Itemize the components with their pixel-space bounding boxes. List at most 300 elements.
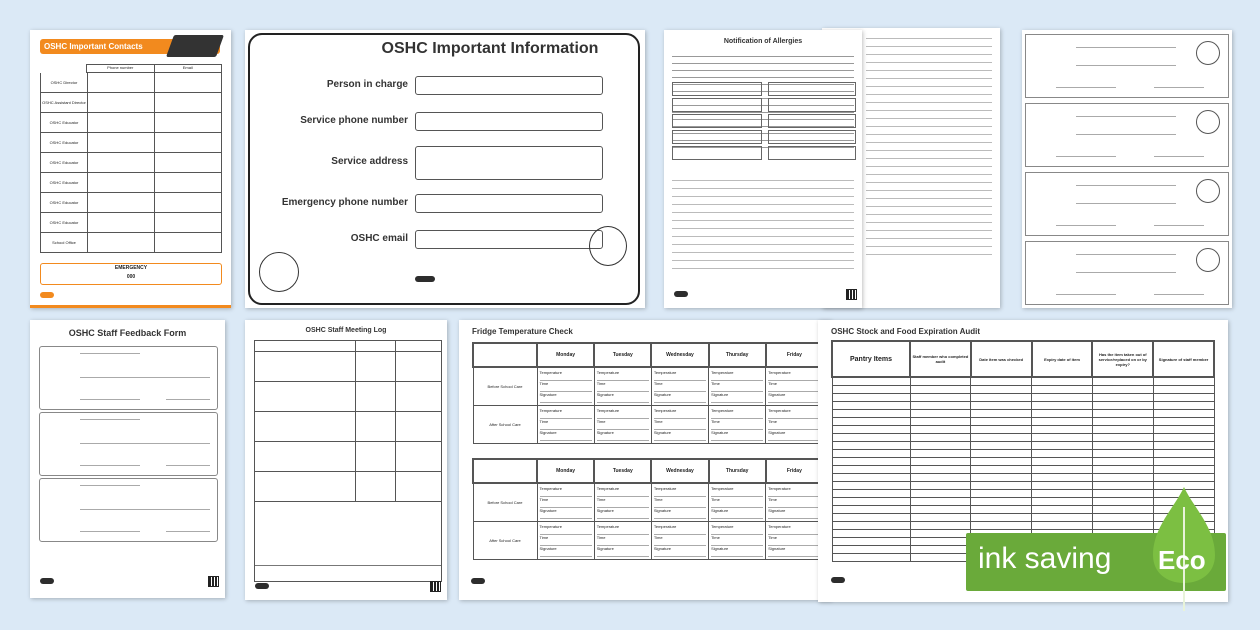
phone-cell[interactable] bbox=[88, 213, 155, 233]
info-input[interactable] bbox=[415, 112, 603, 131]
temp-cell[interactable] bbox=[594, 522, 651, 560]
field-label: Signature bbox=[597, 546, 649, 557]
field-label: Signature bbox=[540, 430, 592, 441]
temp-cell[interactable] bbox=[537, 406, 594, 444]
stock-cell[interactable] bbox=[910, 482, 971, 490]
contact-row bbox=[40, 73, 222, 93]
stamp-icon bbox=[1196, 110, 1220, 134]
email-cell[interactable] bbox=[155, 233, 222, 253]
stock-row bbox=[832, 386, 1214, 394]
stock-cell[interactable] bbox=[910, 458, 971, 466]
stock-cell[interactable] bbox=[1032, 458, 1093, 466]
stock-cell[interactable] bbox=[1153, 458, 1214, 466]
email-cell[interactable] bbox=[155, 73, 222, 93]
stock-row bbox=[832, 466, 1214, 474]
stock-cell[interactable] bbox=[971, 410, 1032, 418]
feedback-sheet bbox=[30, 320, 225, 598]
field-label: Temperature bbox=[768, 486, 820, 497]
stock-cell[interactable] bbox=[910, 434, 971, 442]
field-label: Time bbox=[597, 381, 649, 392]
stock-cell[interactable] bbox=[971, 506, 1032, 514]
brand-logo bbox=[831, 577, 845, 583]
field-label: Temperature bbox=[597, 524, 649, 535]
field-label: Temperature bbox=[597, 486, 649, 497]
contacts-table bbox=[40, 64, 222, 253]
field-label: Time bbox=[654, 535, 706, 546]
stock-cell[interactable] bbox=[971, 522, 1032, 530]
temp-cell[interactable] bbox=[766, 522, 823, 560]
stock-cell[interactable] bbox=[1092, 450, 1153, 458]
allergy-field[interactable] bbox=[672, 130, 762, 144]
stock-cell[interactable] bbox=[971, 442, 1032, 450]
field-label: Signature bbox=[654, 430, 706, 441]
card bbox=[1025, 34, 1229, 98]
stock-row bbox=[832, 442, 1214, 450]
stock-cell[interactable] bbox=[832, 530, 910, 538]
stock-cell[interactable] bbox=[910, 442, 971, 450]
contact-role: OSHC Assistant Director bbox=[40, 93, 88, 113]
session-label: After School Care bbox=[473, 406, 537, 444]
stock-cell[interactable] bbox=[832, 410, 910, 418]
brand-logo bbox=[40, 292, 54, 298]
field-label: Time bbox=[654, 497, 706, 508]
stock-cell[interactable] bbox=[1092, 474, 1153, 482]
field-label: Temperature bbox=[711, 408, 763, 419]
fridge-sheet bbox=[459, 320, 831, 600]
temp-cell[interactable] bbox=[709, 483, 766, 522]
phone-cell[interactable] bbox=[88, 93, 155, 113]
stock-row bbox=[832, 458, 1214, 466]
allergy-field[interactable] bbox=[768, 130, 856, 144]
contact-role: OSHC Educator bbox=[40, 113, 88, 133]
field-label: Temperature bbox=[711, 486, 763, 497]
field-label: Signature bbox=[768, 430, 820, 441]
info-input[interactable] bbox=[415, 230, 603, 249]
stock-cell[interactable] bbox=[1153, 394, 1214, 402]
stock-cell[interactable] bbox=[1153, 386, 1214, 394]
card bbox=[1025, 103, 1229, 167]
brand-logo bbox=[255, 583, 269, 589]
field-label: Signature bbox=[768, 546, 820, 557]
allergy-field[interactable] bbox=[672, 146, 762, 160]
temp-cell[interactable] bbox=[651, 367, 708, 406]
day-header: Monday bbox=[537, 343, 594, 367]
card bbox=[1025, 241, 1229, 305]
temp-cell[interactable] bbox=[537, 483, 594, 522]
brand-logo bbox=[415, 276, 435, 282]
stock-cell[interactable] bbox=[1032, 402, 1093, 410]
stock-cell[interactable] bbox=[910, 546, 971, 554]
temp-cell[interactable] bbox=[594, 367, 651, 406]
fridge-title: Fridge Temperature Check bbox=[472, 327, 573, 336]
field-label: Time bbox=[768, 381, 820, 392]
stock-row bbox=[832, 410, 1214, 418]
stock-cell[interactable] bbox=[1032, 377, 1093, 386]
stock-cell[interactable] bbox=[832, 402, 910, 410]
stock-cell[interactable] bbox=[910, 466, 971, 474]
stock-cell[interactable] bbox=[1092, 482, 1153, 490]
info-input[interactable] bbox=[415, 146, 603, 180]
stock-cell[interactable] bbox=[1153, 410, 1214, 418]
stock-cell[interactable] bbox=[1032, 466, 1093, 474]
stock-cell[interactable] bbox=[832, 426, 910, 434]
contact-role: OSHC Educator bbox=[40, 193, 88, 213]
stock-cell[interactable] bbox=[832, 514, 910, 522]
field-label: Signature bbox=[597, 392, 649, 403]
email-cell[interactable] bbox=[155, 133, 222, 153]
stock-cell[interactable] bbox=[910, 554, 971, 562]
brand-logo bbox=[40, 578, 54, 584]
feedback-title: OSHC Staff Feedback Form bbox=[68, 328, 187, 338]
stock-cell[interactable] bbox=[1153, 442, 1214, 450]
stock-cell[interactable] bbox=[971, 498, 1032, 506]
phone-cell[interactable] bbox=[88, 73, 155, 93]
stock-cell[interactable] bbox=[910, 394, 971, 402]
phone-cell[interactable] bbox=[88, 173, 155, 193]
stock-cell[interactable] bbox=[971, 474, 1032, 482]
field-label: Time bbox=[654, 381, 706, 392]
stock-cell[interactable] bbox=[1032, 394, 1093, 402]
stock-cell[interactable] bbox=[1092, 498, 1153, 506]
allergy-field[interactable] bbox=[768, 146, 856, 160]
email-cell[interactable] bbox=[155, 153, 222, 173]
stock-cell[interactable] bbox=[1032, 506, 1093, 514]
field-label: Signature bbox=[711, 392, 763, 403]
allergy-field[interactable] bbox=[768, 82, 856, 96]
field-label: Temperature bbox=[654, 408, 706, 419]
field-label: Signature bbox=[540, 392, 592, 403]
stock-cell[interactable] bbox=[1032, 434, 1093, 442]
stock-cell[interactable] bbox=[971, 394, 1032, 402]
stock-cell[interactable] bbox=[832, 377, 910, 386]
stock-cell[interactable] bbox=[971, 466, 1032, 474]
stock-cell[interactable] bbox=[1092, 426, 1153, 434]
stock-cell[interactable] bbox=[971, 514, 1032, 522]
emergency-number: 000 bbox=[126, 274, 136, 280]
allergy-field[interactable] bbox=[768, 98, 856, 112]
field-label: Signature bbox=[711, 430, 763, 441]
stock-cell[interactable] bbox=[910, 538, 971, 546]
allergy-field[interactable] bbox=[768, 114, 856, 128]
stock-header: Expiry date of item bbox=[1032, 341, 1093, 377]
info-label: OSHC email bbox=[350, 232, 408, 244]
stock-cell[interactable] bbox=[1092, 434, 1153, 442]
phone-cell[interactable] bbox=[88, 233, 155, 253]
stock-cell[interactable] bbox=[1032, 386, 1093, 394]
stock-cell[interactable] bbox=[1032, 498, 1093, 506]
brand-logo bbox=[471, 578, 485, 584]
stock-cell[interactable] bbox=[832, 498, 910, 506]
boy-illustration bbox=[259, 252, 299, 292]
stock-row bbox=[832, 426, 1214, 434]
stamp-icon bbox=[1196, 248, 1220, 272]
header-cell bbox=[473, 343, 537, 367]
contact-row bbox=[40, 153, 222, 173]
meeting-title: OSHC Staff Meeting Log bbox=[305, 327, 387, 334]
contacts-sheet bbox=[30, 30, 231, 308]
temp-cell[interactable] bbox=[709, 367, 766, 406]
stock-cell[interactable] bbox=[1092, 522, 1153, 530]
field-label: Time bbox=[597, 535, 649, 546]
allergy-title: Notification of Allergies bbox=[723, 38, 803, 45]
stock-cell[interactable] bbox=[971, 377, 1032, 386]
email-cell[interactable] bbox=[155, 213, 222, 233]
temp-cell[interactable] bbox=[766, 367, 823, 406]
info-input[interactable] bbox=[415, 76, 603, 95]
stock-cell[interactable] bbox=[1153, 418, 1214, 426]
info-label: Service address bbox=[331, 156, 408, 167]
stamp-icon bbox=[1196, 41, 1220, 65]
stock-cell[interactable] bbox=[1153, 466, 1214, 474]
field-label: Temperature bbox=[540, 486, 592, 497]
field-label: Time bbox=[540, 381, 592, 392]
stock-cell[interactable] bbox=[1092, 458, 1153, 466]
stock-cell[interactable] bbox=[1032, 490, 1093, 498]
stock-cell[interactable] bbox=[971, 450, 1032, 458]
info-input[interactable] bbox=[415, 194, 603, 213]
allergy-field[interactable] bbox=[672, 98, 762, 112]
session-label: After School Care bbox=[473, 522, 537, 560]
field-label: Time bbox=[768, 535, 820, 546]
stock-cell[interactable] bbox=[832, 418, 910, 426]
temp-cell[interactable] bbox=[594, 406, 651, 444]
stock-cell[interactable] bbox=[971, 434, 1032, 442]
info-title: OSHC Important Information bbox=[381, 40, 599, 57]
stock-cell[interactable] bbox=[832, 450, 910, 458]
temp-cell[interactable] bbox=[709, 406, 766, 444]
stock-cell[interactable] bbox=[1032, 482, 1093, 490]
info-label: Service phone number bbox=[300, 114, 408, 126]
stock-cell[interactable] bbox=[1092, 394, 1153, 402]
stock-cell[interactable] bbox=[1092, 514, 1153, 522]
stock-cell[interactable] bbox=[910, 490, 971, 498]
stock-cell[interactable] bbox=[832, 522, 910, 530]
field-label: Signature bbox=[654, 392, 706, 403]
stock-cell[interactable] bbox=[910, 530, 971, 538]
temp-cell[interactable] bbox=[766, 406, 823, 444]
day-header: Friday bbox=[766, 343, 823, 367]
stock-cell[interactable] bbox=[1032, 450, 1093, 458]
temp-cell[interactable] bbox=[537, 367, 594, 406]
stock-row bbox=[832, 394, 1214, 402]
stock-cell[interactable] bbox=[832, 394, 910, 402]
field-label: Time bbox=[540, 535, 592, 546]
stock-cell[interactable] bbox=[832, 458, 910, 466]
stock-cell[interactable] bbox=[1032, 418, 1093, 426]
info-sheet bbox=[245, 30, 645, 308]
stock-header: Has the item taken out of service/replaced on or by expiry? bbox=[1092, 341, 1153, 377]
contact-role: OSHC Educator bbox=[40, 153, 88, 173]
stock-cell[interactable] bbox=[971, 402, 1032, 410]
stock-cell[interactable] bbox=[1153, 402, 1214, 410]
contact-row bbox=[40, 133, 222, 153]
email-cell[interactable] bbox=[155, 113, 222, 133]
stock-cell[interactable] bbox=[1032, 426, 1093, 434]
stock-cell[interactable] bbox=[1092, 506, 1153, 514]
temp-cell[interactable] bbox=[537, 522, 594, 560]
stock-cell[interactable] bbox=[832, 386, 910, 394]
stock-cell[interactable] bbox=[1032, 514, 1093, 522]
stock-cell[interactable] bbox=[832, 490, 910, 498]
stock-cell[interactable] bbox=[910, 426, 971, 434]
stock-cell[interactable] bbox=[832, 466, 910, 474]
stock-row bbox=[832, 402, 1214, 410]
col-email: Email bbox=[154, 64, 223, 73]
stock-cell[interactable] bbox=[832, 554, 910, 562]
feedback-box[interactable] bbox=[39, 478, 218, 542]
field-label: Temperature bbox=[711, 524, 763, 535]
stock-cell[interactable] bbox=[971, 418, 1032, 426]
phone-cell[interactable] bbox=[88, 153, 155, 173]
stock-cell[interactable] bbox=[910, 474, 971, 482]
field-label: Time bbox=[711, 381, 763, 392]
info-label: Emergency phone number bbox=[281, 196, 408, 208]
field-label: Time bbox=[711, 497, 763, 508]
field-label: Time bbox=[597, 419, 649, 430]
phone-cell[interactable] bbox=[88, 193, 155, 213]
stock-cell[interactable] bbox=[1153, 434, 1214, 442]
session-label: Before School Care bbox=[473, 483, 537, 522]
qr-icon bbox=[430, 581, 441, 592]
meeting-grid bbox=[254, 340, 442, 582]
stock-cell[interactable] bbox=[1092, 410, 1153, 418]
contact-row bbox=[40, 213, 222, 233]
fridge-table bbox=[472, 458, 824, 560]
field-label: Signature bbox=[597, 508, 649, 519]
field-label: Temperature bbox=[768, 524, 820, 535]
stock-cell[interactable] bbox=[1092, 490, 1153, 498]
allergy-field[interactable] bbox=[672, 82, 762, 96]
contact-row bbox=[40, 233, 222, 253]
contacts-title: OSHC Important Contacts bbox=[40, 39, 220, 54]
stock-cell[interactable] bbox=[832, 482, 910, 490]
phone-cell[interactable] bbox=[88, 113, 155, 133]
stock-cell[interactable] bbox=[910, 506, 971, 514]
emergency-box bbox=[40, 263, 222, 285]
stock-cell[interactable] bbox=[832, 546, 910, 554]
stock-header: Date item was checked bbox=[971, 341, 1032, 377]
field-label: Time bbox=[768, 419, 820, 430]
stock-cell[interactable] bbox=[971, 458, 1032, 466]
contact-row bbox=[40, 93, 222, 113]
stock-cell[interactable] bbox=[1032, 410, 1093, 418]
header-cell bbox=[473, 459, 537, 483]
stock-cell[interactable] bbox=[1092, 386, 1153, 394]
badge-text: ink saving bbox=[978, 542, 1112, 575]
stock-cell[interactable] bbox=[971, 490, 1032, 498]
stock-cell[interactable] bbox=[910, 514, 971, 522]
stock-cell[interactable] bbox=[1032, 442, 1093, 450]
email-cell[interactable] bbox=[155, 193, 222, 213]
eco-label: Eco bbox=[1158, 545, 1206, 575]
stock-cell[interactable] bbox=[1153, 426, 1214, 434]
contact-role: OSHC Director bbox=[40, 73, 88, 93]
stock-cell[interactable] bbox=[1153, 377, 1214, 386]
stock-cell[interactable] bbox=[832, 442, 910, 450]
field-label: Signature bbox=[654, 546, 706, 557]
stock-cell[interactable] bbox=[1092, 418, 1153, 426]
field-label: Temperature bbox=[654, 370, 706, 381]
day-header: Wednesday bbox=[651, 343, 708, 367]
stock-cell[interactable] bbox=[1092, 466, 1153, 474]
temp-cell[interactable] bbox=[766, 483, 823, 522]
stock-header: Staff member who completed audit bbox=[910, 341, 971, 377]
fridge-table bbox=[472, 342, 824, 444]
contact-row bbox=[40, 193, 222, 213]
contact-row bbox=[40, 173, 222, 193]
stock-cell[interactable] bbox=[971, 386, 1032, 394]
day-header: Tuesday bbox=[594, 343, 651, 367]
stock-cell[interactable] bbox=[832, 474, 910, 482]
meeting-sheet bbox=[245, 320, 447, 600]
stock-cell[interactable] bbox=[1032, 522, 1093, 530]
temp-cell[interactable] bbox=[651, 483, 708, 522]
temp-cell[interactable] bbox=[709, 522, 766, 560]
temp-cell[interactable] bbox=[594, 483, 651, 522]
phone-cell[interactable] bbox=[88, 133, 155, 153]
stock-cell[interactable] bbox=[832, 506, 910, 514]
day-header: Monday bbox=[537, 459, 594, 483]
stock-cell[interactable] bbox=[1092, 442, 1153, 450]
email-cell[interactable] bbox=[155, 173, 222, 193]
allergy-field[interactable] bbox=[672, 114, 762, 128]
stock-cell[interactable] bbox=[1092, 402, 1153, 410]
stock-cell[interactable] bbox=[910, 377, 971, 386]
field-label: Time bbox=[540, 497, 592, 508]
field-label: Time bbox=[711, 535, 763, 546]
stock-cell[interactable] bbox=[832, 538, 910, 546]
stock-cell[interactable] bbox=[1153, 450, 1214, 458]
field-label: Time bbox=[711, 419, 763, 430]
feedback-box[interactable] bbox=[39, 346, 218, 410]
stock-cell[interactable] bbox=[832, 434, 910, 442]
day-header: Thursday bbox=[709, 459, 766, 483]
stock-cell[interactable] bbox=[910, 402, 971, 410]
girl-illustration bbox=[589, 226, 627, 266]
stock-cell[interactable] bbox=[910, 410, 971, 418]
stock-cell[interactable] bbox=[971, 426, 1032, 434]
stock-cell[interactable] bbox=[971, 482, 1032, 490]
stock-cell[interactable] bbox=[910, 418, 971, 426]
stock-cell[interactable] bbox=[910, 522, 971, 530]
field-label: Signature bbox=[768, 392, 820, 403]
field-label: Signature bbox=[711, 546, 763, 557]
stock-cell[interactable] bbox=[910, 386, 971, 394]
stock-cell[interactable] bbox=[1153, 474, 1214, 482]
field-label: Temperature bbox=[540, 370, 592, 381]
stock-cell[interactable] bbox=[910, 498, 971, 506]
stock-row bbox=[832, 474, 1214, 482]
temp-cell[interactable] bbox=[651, 406, 708, 444]
stock-row bbox=[832, 418, 1214, 426]
temp-cell[interactable] bbox=[651, 522, 708, 560]
feedback-box[interactable] bbox=[39, 412, 218, 476]
stock-row bbox=[832, 377, 1214, 386]
stock-cell[interactable] bbox=[910, 450, 971, 458]
day-header: Friday bbox=[766, 459, 823, 483]
field-label: Temperature bbox=[540, 524, 592, 535]
day-header: Thursday bbox=[709, 343, 766, 367]
email-cell[interactable] bbox=[155, 93, 222, 113]
stock-cell[interactable] bbox=[1032, 474, 1093, 482]
stock-cell[interactable] bbox=[1092, 377, 1153, 386]
field-label: Temperature bbox=[768, 408, 820, 419]
field-label: Temperature bbox=[540, 408, 592, 419]
info-label: Person in charge bbox=[326, 78, 408, 90]
emergency-label: EMERGENCY bbox=[114, 265, 148, 271]
field-label: Temperature bbox=[597, 408, 649, 419]
stock-header: Pantry Items bbox=[832, 341, 910, 377]
